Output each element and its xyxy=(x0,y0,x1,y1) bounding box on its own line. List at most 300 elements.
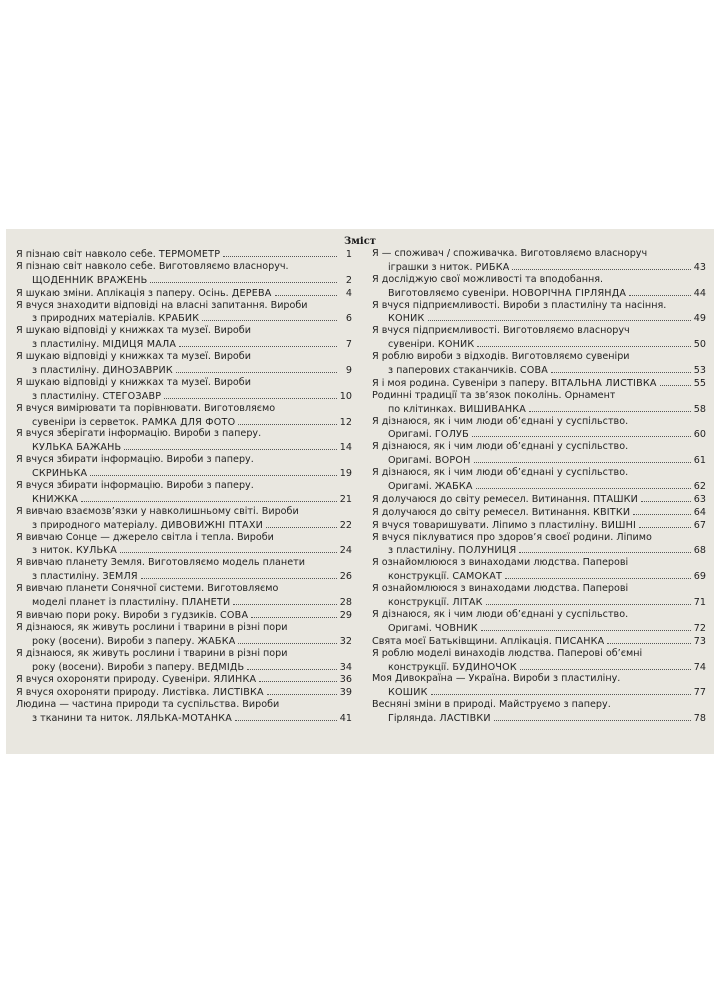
toc-entry-craft-name: ЯЛИНКА xyxy=(213,674,257,686)
toc-page-number: 19 xyxy=(339,468,352,480)
toc-entry-line xyxy=(16,532,352,545)
toc-entry-text xyxy=(16,377,251,390)
toc-entry-line xyxy=(16,364,352,377)
toc-entry-line xyxy=(372,635,706,648)
toc-entry-craft-name: КОНИК xyxy=(388,313,425,325)
toc-entry-description: з пластиліну. xyxy=(32,339,103,351)
toc-dot-leader xyxy=(120,544,337,553)
toc-dot-leader xyxy=(179,338,337,347)
toc-entry-line xyxy=(372,699,706,712)
toc-dot-leader xyxy=(150,274,337,283)
toc-dot-leader xyxy=(275,287,337,296)
toc-dot-leader xyxy=(505,570,691,579)
toc-entry-text xyxy=(372,609,628,622)
toc-entry-craft-name: СКРИНЬКА xyxy=(32,468,88,480)
toc-entry-text xyxy=(32,713,232,726)
toc-page-number: 69 xyxy=(693,571,706,583)
toc-dot-leader xyxy=(428,312,691,321)
toc-dot-leader xyxy=(476,480,691,489)
toc-entry-description: Оригамі. xyxy=(388,429,435,441)
toc-entry-line xyxy=(16,557,352,570)
toc-entry-description: Оригамі. xyxy=(388,481,435,493)
toc-entry-line xyxy=(16,635,352,648)
toc-entry-line xyxy=(16,480,352,493)
toc-entry-line xyxy=(16,699,352,712)
toc-dot-leader xyxy=(176,364,337,373)
toc-entry-text xyxy=(372,325,630,338)
toc-page-number: 39 xyxy=(339,687,352,699)
toc-entry-description: Я дізнаюся, як і чим люди об’єднані у суспільство. xyxy=(372,467,629,479)
toc-dot-leader xyxy=(238,635,336,644)
toc-dot-leader xyxy=(431,686,691,695)
toc-entry-description: конструкції. xyxy=(388,597,453,609)
toc-dot-leader xyxy=(124,441,336,450)
toc-entry-description: Я — споживач / споживачка. Виготовляємо власноруч xyxy=(372,248,648,259)
toc-entry-text xyxy=(372,390,615,403)
toc-entry-text xyxy=(372,274,603,287)
toc-entry-craft-name: БУДИНОЧОК xyxy=(452,661,517,673)
toc-entry-description: Я дізнаюся, як і чим люди об’єднані у суспільство. xyxy=(372,441,629,453)
toc-entry-craft-name: ЖАБКА xyxy=(434,481,473,493)
toc-entry-description: Родинні традиції та зв’язок поколінь. Орнамент xyxy=(372,389,616,401)
toc-dot-leader xyxy=(529,403,691,412)
toc-dot-leader xyxy=(81,493,337,502)
toc-entry-description: Я дізнаюся, як живуть рослини і тварини в різні пори xyxy=(16,621,288,633)
toc-entry-description: Я дізнаюся, як живуть рослини і тварини в різні пори xyxy=(16,647,288,659)
toc-entry-description: Я шукаю відповіді у книжках та музеї. Вироби xyxy=(16,351,251,363)
toc-entry-line xyxy=(372,557,706,570)
toc-entry-craft-name: КРАБИК xyxy=(158,313,200,325)
toc-entry-line xyxy=(372,312,706,325)
toc-entry-craft-name: КУЛЬКА xyxy=(76,545,118,557)
toc-entry-craft-name: КОШИК xyxy=(388,687,428,699)
toc-dot-leader xyxy=(247,661,336,670)
toc-entry-description: Я вивчаю планету Земля. Виготовляємо модель планети xyxy=(16,557,305,569)
toc-entry-line xyxy=(16,648,352,661)
toc-entry-craft-name: РИБКА xyxy=(475,261,510,273)
toc-entry-description: Людина — частина природи та суспільства. Вироби xyxy=(16,699,280,711)
toc-entry-description: Я вивчаю Сонце — джерело світла і тепла. Вироби xyxy=(16,531,274,543)
toc-entry-text xyxy=(16,648,288,661)
toc-entry-craft-name: ВОРОН xyxy=(434,455,471,467)
toc-page-number: 78 xyxy=(693,713,706,725)
toc-entry-description: з тканини та ниток. xyxy=(32,713,136,725)
toc-entry-text xyxy=(372,583,628,596)
toc-dot-leader xyxy=(223,248,337,257)
toc-page-number: 68 xyxy=(693,545,706,557)
toc-page-number: 73 xyxy=(693,635,706,647)
toc-entry-line xyxy=(372,390,706,403)
toc-entry-line xyxy=(16,544,352,557)
toc-entry-description: з природного матеріалу. xyxy=(32,519,161,531)
toc-entry-line xyxy=(372,493,706,506)
toc-page-number: 32 xyxy=(339,635,352,647)
toc-entry-text xyxy=(16,261,289,274)
toc-dot-leader xyxy=(629,287,691,296)
toc-entry-line xyxy=(372,364,706,377)
toc-entry-line xyxy=(372,673,706,686)
toc-dot-leader xyxy=(660,377,691,386)
toc-entry-description: з природних матеріалів. xyxy=(32,313,159,325)
toc-entry-line xyxy=(16,416,352,429)
toc-entry-line xyxy=(372,519,706,532)
toc-entry-description: Я вчуся підприємливості. Вироби з пластиліну та насіння. xyxy=(372,299,667,311)
toc-entry-line xyxy=(372,274,706,287)
toc-entry-description: Я вчуся збирати інформацію. Вироби з паперу. xyxy=(16,480,254,492)
toc-dot-leader xyxy=(259,673,337,682)
toc-dot-leader xyxy=(519,544,690,553)
toc-entry-craft-name: ЛІТАК xyxy=(452,597,483,609)
toc-left-column xyxy=(16,248,352,725)
toc-dot-leader xyxy=(472,428,691,437)
toc-page-number: 2 xyxy=(345,274,352,286)
toc-entry-description: з паперових стаканчиків. xyxy=(388,365,520,377)
toc-entry-line xyxy=(16,428,352,441)
toc-entry-text xyxy=(372,532,652,545)
toc-entry-line xyxy=(372,686,706,699)
toc-entry-description: Я дізнаюся, як і чим люди об’єднані у суспільство. xyxy=(372,415,629,427)
toc-entry-line xyxy=(372,338,706,351)
toc-page-number: 9 xyxy=(345,365,352,377)
toc-dot-leader xyxy=(633,506,691,515)
toc-entry-text xyxy=(372,699,611,712)
toc-right-column xyxy=(372,248,706,725)
toc-entry-description: Я пізнаю світ навколо себе. xyxy=(16,249,159,260)
toc-entry-line xyxy=(372,622,706,635)
toc-dot-leader xyxy=(512,261,690,270)
toc-entry-text xyxy=(16,454,254,467)
toc-entry-craft-name: КУЛЬКА БАЖАНЬ xyxy=(32,442,122,454)
toc-page-number: 60 xyxy=(693,429,706,441)
toc-entry-text xyxy=(372,351,630,364)
toc-entry-description: Я вчуся зберігати інформацію. Вироби з паперу. xyxy=(16,428,262,440)
toc-entry-description: Я долучаюся до світу ремесел. Витинання. xyxy=(372,506,593,518)
toc-entry-line xyxy=(372,648,706,661)
toc-page-number: 4 xyxy=(345,287,352,299)
toc-entry-craft-name: ЛЯЛЬКА-МОТАНКА xyxy=(135,713,233,725)
toc-entry-line xyxy=(16,570,352,583)
toc-entry-description: Я вивчаю планети Сонячної системи. Виготовляємо xyxy=(16,583,279,595)
toc-entry-text xyxy=(372,673,620,686)
toc-entry-description: іграшки з ниток. xyxy=(388,261,476,273)
toc-entry-craft-name: КВІТКИ xyxy=(592,506,631,518)
toc-entry-craft-name: ГОЛУБ xyxy=(434,429,469,441)
toc-dot-leader xyxy=(494,712,691,721)
toc-entry-description: Я вивчаю взаємозв’язки у навколишньому світі. Вироби xyxy=(16,505,299,517)
toc-dot-leader xyxy=(641,493,691,502)
toc-entry-description: Я шукаю зміни. Аплікація з паперу. Осінь. xyxy=(16,287,232,299)
toc-dot-leader xyxy=(202,312,337,321)
toc-entry-line xyxy=(372,661,706,674)
toc-page-number: 6 xyxy=(345,313,352,325)
toc-entry-craft-name: КНИЖКА xyxy=(32,493,79,505)
toc-entry-description: Я і моя родина. Сувеніри з паперу. xyxy=(372,377,552,389)
toc-entry-text xyxy=(372,248,647,261)
toc-entry-craft-name: ПТАШКИ xyxy=(592,493,639,505)
toc-entry-description: Я вчуся охороняти природу. Сувеніри. xyxy=(16,674,214,686)
toc-entry-line xyxy=(372,544,706,557)
toc-entry-line xyxy=(372,506,706,519)
toc-page-number: 61 xyxy=(693,455,706,467)
toc-dot-leader xyxy=(639,519,691,528)
toc-entry-text xyxy=(16,351,251,364)
toc-entry-text xyxy=(16,557,305,570)
toc-entry-description: по клітинках. xyxy=(388,403,460,415)
toc-dot-leader xyxy=(474,454,691,463)
toc-entry-craft-name: ПИСАНКА xyxy=(554,635,605,647)
toc-entry-line xyxy=(372,467,706,480)
toc-entry-craft-name: СТЕГОЗАВР xyxy=(102,390,162,402)
toc-entry-text xyxy=(16,300,308,313)
toc-entry-line xyxy=(16,622,352,635)
toc-entry-line xyxy=(16,519,352,532)
toc-dot-leader xyxy=(90,467,337,476)
toc-entry-line xyxy=(16,583,352,596)
toc-entry-line xyxy=(372,325,706,338)
toc-entry-line xyxy=(16,287,352,300)
toc-entry-line xyxy=(372,570,706,583)
toc-entry-line xyxy=(372,454,706,467)
toc-dot-leader xyxy=(477,338,690,347)
toc-entry-line xyxy=(372,287,706,300)
toc-entry-description: з пластиліну. xyxy=(32,390,103,402)
toc-entry-text xyxy=(372,416,628,429)
toc-page-number: 72 xyxy=(693,622,706,634)
toc-entry-description: сувеніри із серветок. xyxy=(32,416,142,428)
toc-entry-text xyxy=(16,428,261,441)
toc-entry-description: Я ознайомлююся з винаходами людства. Паперові xyxy=(372,583,629,595)
toc-entry-description: Я вчуся піклуватися про здоров’я своєї родини. Ліпимо xyxy=(372,531,652,543)
toc-entry-text xyxy=(372,300,666,313)
toc-entry-description: Свята моєї Батьківщини. Аплікація. xyxy=(372,635,555,647)
toc-page-number: 67 xyxy=(693,519,706,531)
toc-page-number: 24 xyxy=(339,545,352,557)
toc-entry-description: конструкції. xyxy=(388,661,453,673)
toc-dot-leader xyxy=(238,416,336,425)
toc-entry-craft-name: САМОКАТ xyxy=(452,571,503,583)
toc-page-number: 41 xyxy=(339,713,352,725)
toc-entry-description: з пластиліну. xyxy=(32,365,103,377)
toc-entry-craft-name: МІДИЦЯ МАЛА xyxy=(102,339,177,351)
toc-entry-line xyxy=(16,686,352,699)
toc-page-number: 64 xyxy=(693,506,706,518)
toc-entry-craft-name: ДИВОВИЖНІ ПТАХИ xyxy=(160,519,263,531)
toc-entry-description: сувеніри. xyxy=(388,339,438,351)
toc-entry-description: Я вчуся знаходити відповіді на власні запитання. Вироби xyxy=(16,299,308,311)
toc-dot-leader xyxy=(520,661,691,670)
toc-entry-description: року (восени). Вироби з паперу. xyxy=(32,635,198,647)
toc-dot-leader xyxy=(141,570,337,579)
toc-entry-line xyxy=(372,712,706,725)
toc-entry-text xyxy=(372,648,642,661)
toc-entry-craft-name: ЗЕМЛЯ xyxy=(102,571,138,583)
toc-entry-text xyxy=(16,480,254,493)
toc-entry-description: Я досліджую свої можливості та вподобання. xyxy=(372,273,604,285)
toc-entry-text xyxy=(388,713,491,726)
toc-entry-text xyxy=(372,557,628,570)
toc-dot-leader xyxy=(481,622,691,631)
toc-entry-craft-name: ДЕРЕВА xyxy=(231,287,272,299)
toc-entry-line xyxy=(16,467,352,480)
toc-page-number: 10 xyxy=(339,390,352,402)
toc-entry-description: Виготовляємо сувеніри. xyxy=(388,287,513,299)
toc-entry-text xyxy=(372,467,628,480)
toc-entry-line xyxy=(372,403,706,416)
toc-page-number: 12 xyxy=(339,416,352,428)
toc-entry-line xyxy=(16,403,352,416)
toc-page-number: 28 xyxy=(339,597,352,609)
toc-entry-line xyxy=(372,428,706,441)
toc-entry-line xyxy=(16,377,352,390)
toc-page-number: 43 xyxy=(693,261,706,273)
toc-dot-leader xyxy=(251,609,337,618)
toc-entry-line xyxy=(16,274,352,287)
toc-entry-description: Весняні зміни в природі. Майструємо з паперу. xyxy=(372,699,611,711)
toc-entry-craft-name: ТЕРМОМЕТР xyxy=(158,249,221,260)
toc-entry-description: Я ознайомлююся з винаходами людства. Паперові xyxy=(372,557,629,569)
toc-entry-description: Я долучаюся до світу ремесел. Витинання. xyxy=(372,493,593,505)
toc-entry-line xyxy=(372,480,706,493)
toc-entry-craft-name: ВЕДМІДЬ xyxy=(197,661,245,673)
toc-entry-text xyxy=(372,441,628,454)
toc-entry-craft-name: ЩОДЕННИК ВРАЖЕНЬ xyxy=(32,274,148,286)
toc-entry-description: Я вчуся охороняти природу. Листівка. xyxy=(16,687,213,699)
toc-entry-line xyxy=(372,609,706,622)
toc-entry-craft-name: КОНИК xyxy=(437,339,475,351)
toc-entry-craft-name: ЧОВНИК xyxy=(434,622,478,634)
toc-entry-description: Я вивчаю пори року. Вироби з гудзиків. xyxy=(16,609,221,621)
toc-dot-leader xyxy=(233,596,336,605)
toc-entry-craft-name: НОВОРІЧНА ГІРЛЯНДА xyxy=(512,287,627,299)
toc-dot-leader xyxy=(164,390,336,399)
toc-page-number: 53 xyxy=(693,365,706,377)
toc-entry-text xyxy=(16,506,299,519)
toc-entry-line xyxy=(372,261,706,274)
toc-entry-description: Я вчуся товаришувати. Ліпимо з пластиліну. xyxy=(372,519,601,531)
toc-page-number: 29 xyxy=(339,609,352,621)
toc-entry-description: Оригамі. xyxy=(388,622,435,634)
toc-entry-description: Я вчуся вимірювати та порівнювати. Виготовляємо xyxy=(16,402,276,414)
toc-entry-line xyxy=(16,493,352,506)
toc-page-number: 26 xyxy=(339,571,352,583)
toc-entry-line xyxy=(372,596,706,609)
toc-entry-line xyxy=(372,441,706,454)
toc-entry-craft-name: ВІТАЛЬНА ЛИСТІВКА xyxy=(551,377,657,389)
toc-page-number: 1 xyxy=(345,249,352,260)
toc-entry-description: Я шукаю відповіді у книжках та музеї. Вироби xyxy=(16,376,251,388)
toc-page-number: 58 xyxy=(693,403,706,415)
toc-entry-description: Я пізнаю світ навколо себе. Виготовляємо власноруч. xyxy=(16,260,289,272)
toc-page-number: 71 xyxy=(693,597,706,609)
toc-entry-craft-name: РАМКА ДЛЯ ФОТО xyxy=(141,416,236,428)
toc-entry-craft-name: ЖАБКА xyxy=(197,635,236,647)
toc-page-number: 44 xyxy=(693,287,706,299)
toc-entry-description: Я роблю вироби з відходів. Виготовляємо сувеніри xyxy=(372,351,630,363)
toc-entry-description: Оригамі. xyxy=(388,455,435,467)
toc-dot-leader xyxy=(267,686,337,695)
toc-page-number: 34 xyxy=(339,661,352,673)
toc-entry-description: Я вчуся підприємливості. Виготовляємо власноруч xyxy=(372,325,630,337)
toc-entry-description: з пластиліну. xyxy=(32,571,103,583)
toc-entry-craft-name: ВИШНІ xyxy=(600,519,637,531)
toc-page-number: 22 xyxy=(339,519,352,531)
toc-entry-craft-name: ПОЛУНИЦЯ xyxy=(458,545,517,557)
toc-entry-text xyxy=(16,403,275,416)
toc-entry-craft-name: ЛИСТІВКА xyxy=(212,687,264,699)
toc-entry-line xyxy=(16,609,352,622)
toc-entry-line xyxy=(16,351,352,364)
toc-entry-line xyxy=(372,532,706,545)
toc-entry-line xyxy=(16,441,352,454)
toc-entry-line xyxy=(372,248,706,261)
toc-entry-description: Гірлянда. xyxy=(388,713,440,725)
toc-page-number: 36 xyxy=(339,674,352,686)
toc-entry-text xyxy=(16,583,278,596)
toc-entry-line xyxy=(372,416,706,429)
toc-page-number: 50 xyxy=(693,339,706,351)
toc-entry-line xyxy=(372,583,706,596)
toc-entry-line xyxy=(16,325,352,338)
toc-entry-text xyxy=(16,699,279,712)
toc-entry-description: Моя Дивокраїна — Україна. Вироби з пластиліну. xyxy=(372,673,621,685)
toc-entry-description: з ниток. xyxy=(32,545,77,557)
toc-entry-description: моделі планет із пластиліну. xyxy=(32,597,182,609)
toc-entry-line xyxy=(16,596,352,609)
toc-dot-leader xyxy=(486,596,691,605)
toc-entry-craft-name: ДИНОЗАВРИК xyxy=(102,365,173,377)
toc-entry-line xyxy=(16,261,352,274)
toc-entry-text xyxy=(16,532,274,545)
toc-entry-line xyxy=(16,338,352,351)
toc-entry-line xyxy=(16,454,352,467)
toc-entry-line xyxy=(16,661,352,674)
toc-dot-leader xyxy=(266,519,337,528)
toc-entry-text xyxy=(16,622,288,635)
toc-entry-line xyxy=(16,312,352,325)
toc-entry-description: Я шукаю відповіді у книжках та музеї. Вироби xyxy=(16,325,251,337)
toc-entry-craft-name: СОВА xyxy=(220,609,249,621)
toc-page-number: 74 xyxy=(693,661,706,673)
toc-entry-line xyxy=(16,248,352,261)
toc-entry-description: з пластиліну. xyxy=(388,545,459,557)
toc-entry-line xyxy=(372,377,706,390)
toc-entry-description: Я вчуся збирати інформацію. Вироби з паперу. xyxy=(16,454,254,466)
toc-entry-line xyxy=(16,673,352,686)
toc-page-number: 55 xyxy=(693,377,706,389)
toc-entry-craft-name: ЛАСТІВКИ xyxy=(439,713,491,725)
book-page xyxy=(6,229,714,754)
toc-entry-craft-name: СОВА xyxy=(519,365,549,377)
toc-page-number: 21 xyxy=(339,493,352,505)
toc-entry-description: Я дізнаюся, як і чим люди об’єднані у суспільство. xyxy=(372,608,629,620)
toc-page-number: 63 xyxy=(693,493,706,505)
toc-dot-leader xyxy=(607,635,690,644)
toc-entry-description: року (восени). Вироби з паперу. xyxy=(32,661,198,673)
toc-title: Зміст xyxy=(344,236,376,247)
toc-page-number: 7 xyxy=(345,339,352,351)
toc-page-number: 49 xyxy=(693,313,706,325)
toc-entry-text xyxy=(16,325,251,338)
toc-entry-description: Я роблю моделі винаходів людства. Паперові об’ємні xyxy=(372,647,643,659)
toc-entry-line xyxy=(16,300,352,313)
toc-dot-leader xyxy=(235,712,337,721)
toc-page-number: 14 xyxy=(339,442,352,454)
toc-entry-craft-name: ВИШИВАНКА xyxy=(459,403,527,415)
toc-page-number: 77 xyxy=(693,687,706,699)
toc-page-number: 62 xyxy=(693,481,706,493)
toc-entry-description: конструкції. xyxy=(388,571,453,583)
toc-entry-line xyxy=(16,506,352,519)
